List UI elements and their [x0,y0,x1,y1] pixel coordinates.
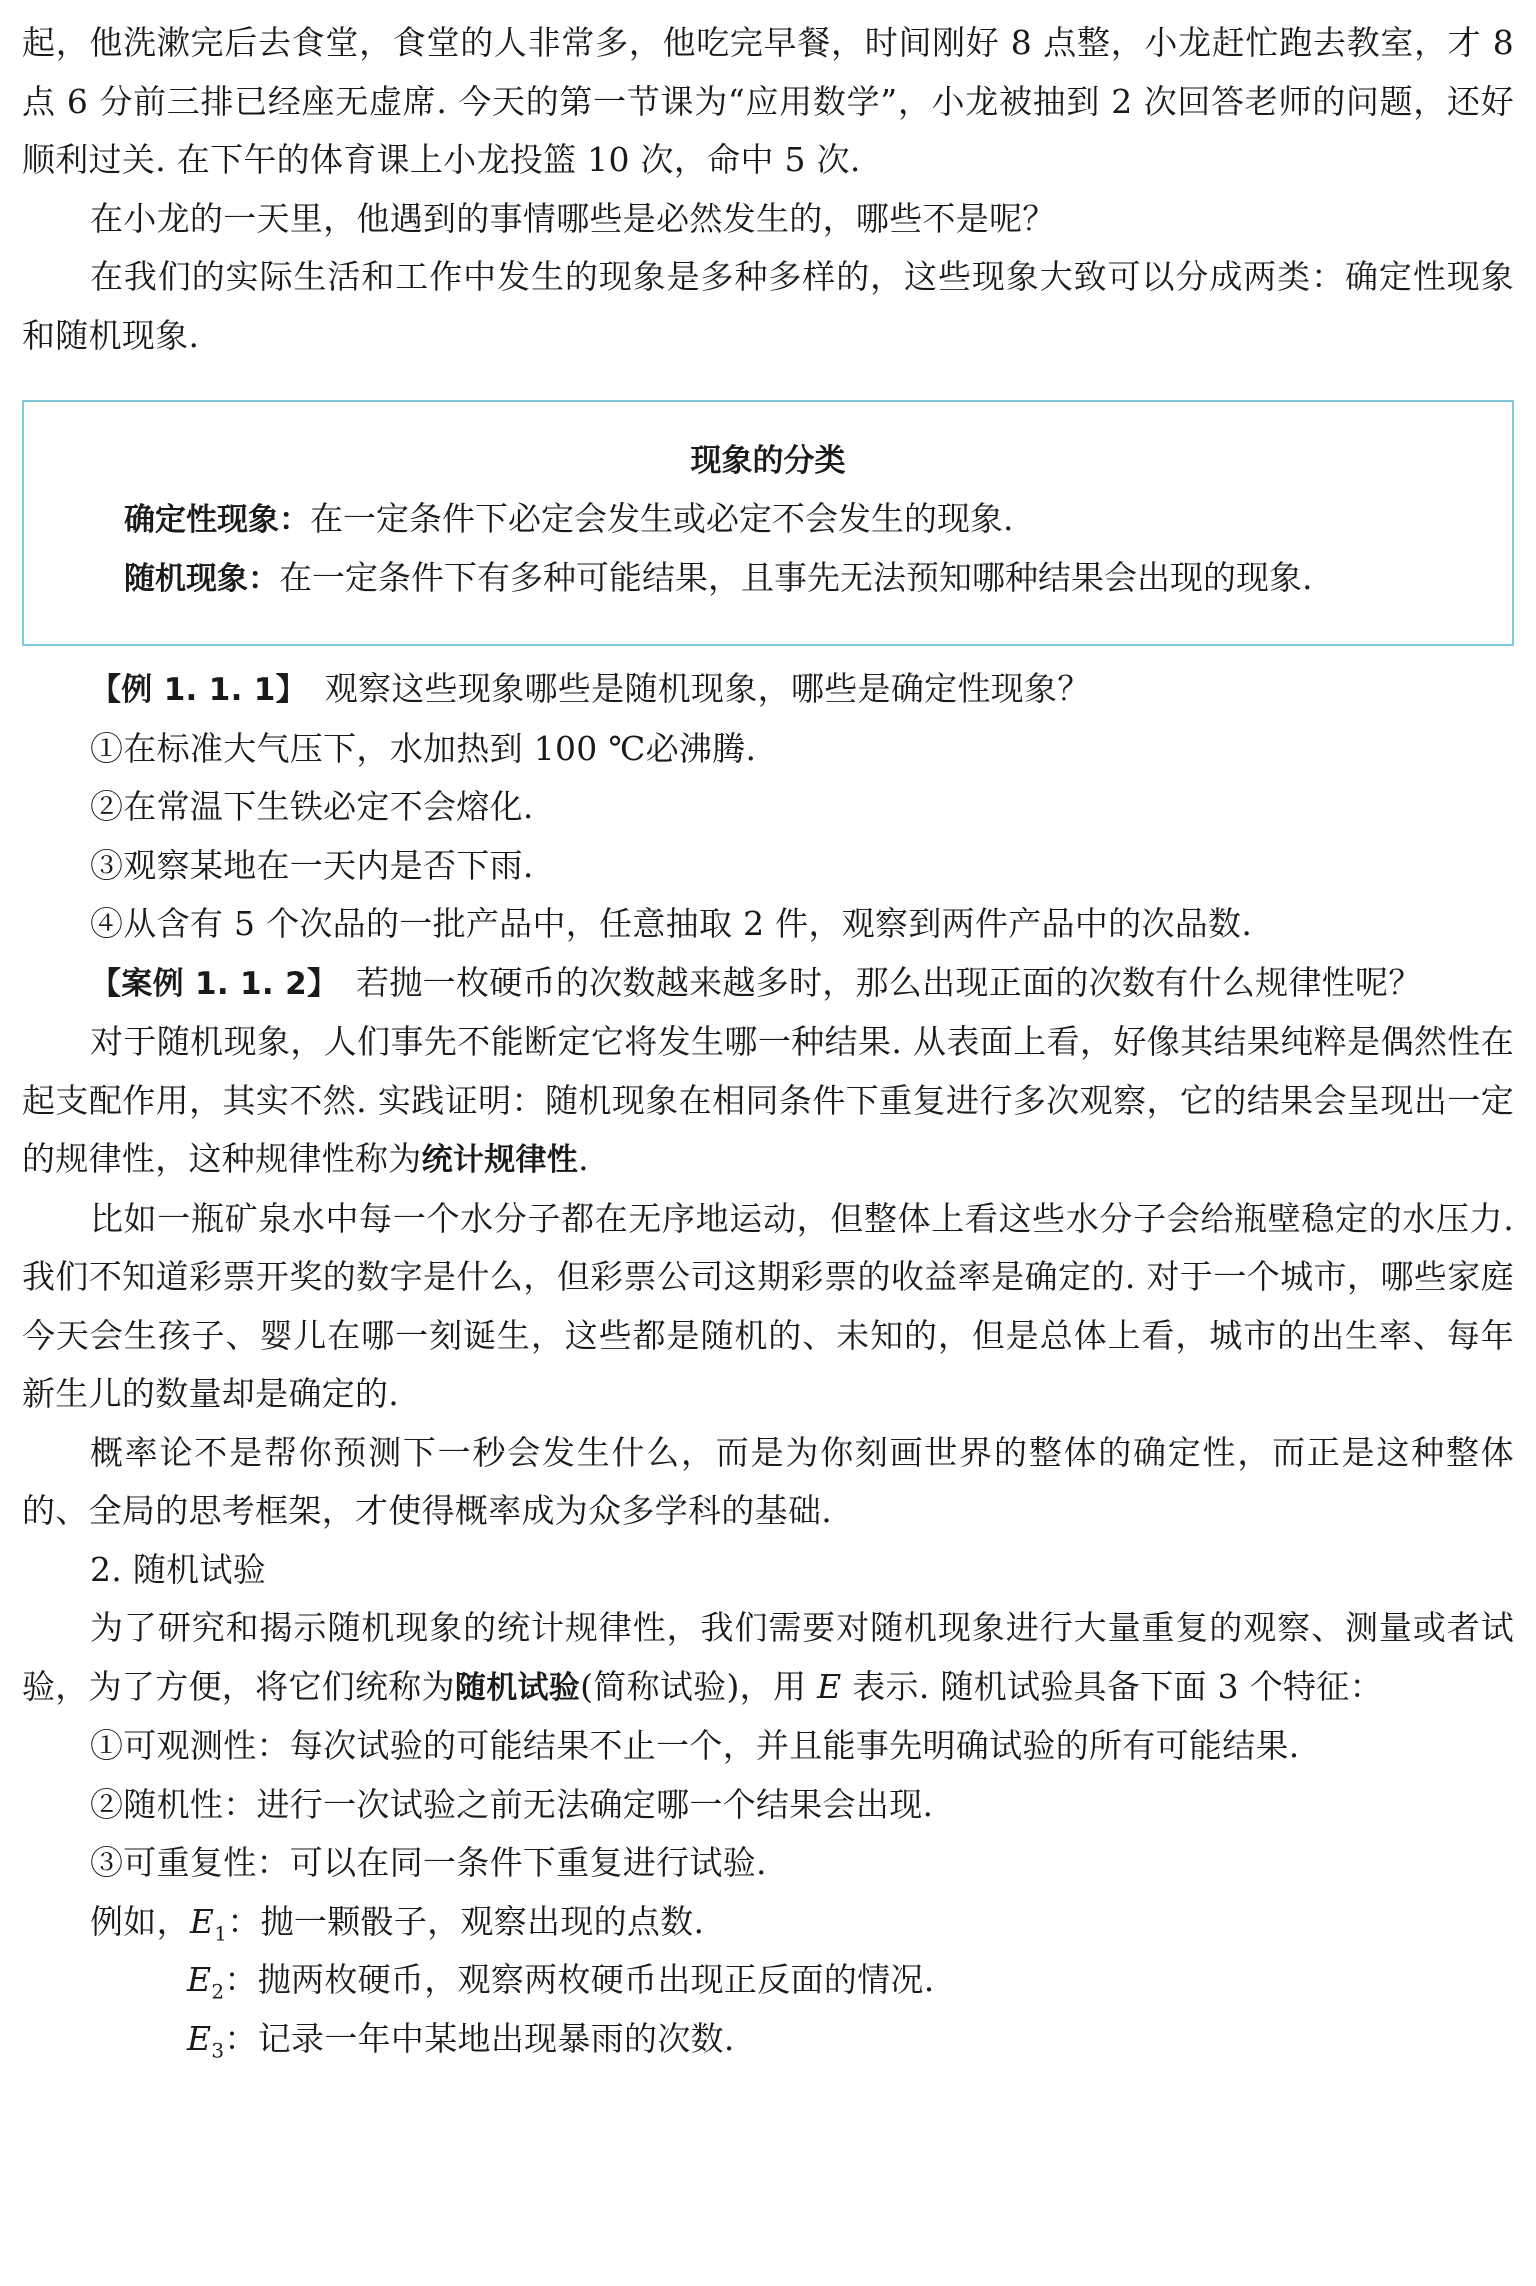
definition-deterministic-text: 在一定条件下必定会发生或必定不会发生的现象. [310,499,1014,538]
term-random: 随机现象： [124,561,279,597]
paragraph-question: 在小龙的一天里，他遇到的事情哪些是必然发生的，哪些不是呢？ [90,198,1056,238]
paragraph-statistical-regularity [22,1013,1514,1190]
paragraph-text: 表示. 随机试验具备下面 3 个特征： [841,1666,1383,1706]
example-item: ④从含有 5 个次品的一批产品中，任意抽取 2 件，观察到两件产品中的次品数. [90,904,1253,943]
example-item: ②在常温下生铁必定不会熔化. [90,787,534,826]
example-item: ③观察某地在一天内是否下雨. [90,845,534,885]
experiment-description: ：抛一颗骰子，观察出现的点数. [227,1901,705,1941]
paragraph-examples: 比如一瓶矿泉水中每一个水分子都在无序地运动，但整体上看这些水分子会给瓶壁稳定的水压力. 我们不知道彩票开奖的数字是什么，但彩票公司这期彩票的收益率是确定的. 对于一个城市，哪些家庭今天会生孩子、婴儿在哪一刻诞生，这些都是随机的、未知的，但是总体上看，城市的出生率、每年新生儿的数量却是确定的. [22,1198,1514,1413]
example-label: 【例 1. 1. 1】 [90,672,292,708]
math-var: E [187,1960,212,1999]
experiment-example [22,1951,1514,2010]
example-1-1-1 [22,660,1514,720]
term-random-experiment: 随机试验 [454,1669,581,1706]
paragraph-random-experiment [22,1599,1514,1717]
example-question: 观察这些现象哪些是随机现象，哪些是确定性现象？ [291,669,1091,708]
experiment-description: ：抛两枚硬币，观察两枚硬币出现正反面的情况. [224,1960,935,1999]
definition-box-title: 现象的分类 [690,443,846,479]
math-var: E [187,2018,212,2058]
experiment-description: ：记录一年中某地出现暴雨的次数. [224,2018,735,2058]
paragraph-end: . [578,1139,589,1178]
section-heading: 2. 随机试验 [90,1549,267,1589]
case-label: 【案例 1. 1. 2】 [90,965,323,1002]
textbook-page [22,14,1514,2068]
experiment-example [22,2010,1514,2069]
experiment-example [22,1893,1514,1952]
definition-deterministic [52,490,1484,549]
term-statistical-regularity: 统计规律性 [421,1142,579,1178]
feature-item: ①可观测性：每次试验的可能结果不止一个，并且能事先明确试验的所有可能结果. [90,1726,1300,1765]
paragraph-story: 起，他洗漱完后去食堂，食堂的人非常多，他吃完早餐，时间刚好 8 点整，小龙赶忙跑去教室，才 8 点 6 分前三排已经座无虚席. 今天的第一节课为“应用数学”，小龙被抽到 2 次回答老师的问题，还好顺利过关. 在下午的体育课上小龙投篮 10 次，命中 5 次. [22,23,1514,179]
feature-item: ②随机性：进行一次试验之前无法确定哪一个结果会出现. [90,1784,934,1824]
example-item: ①在标准大气压下，水加热到 100 ℃必沸腾. [90,728,757,768]
math-subscript: 3 [211,2038,225,2063]
definition-box [22,400,1514,646]
feature-item: ③可重复性：可以在同一条件下重复进行试验. [90,1843,767,1882]
definition-random [52,549,1484,608]
term-deterministic: 确定性现象： [124,502,310,538]
math-var-E: E [817,1666,842,1706]
math-subscript: 1 [214,1921,228,1946]
paragraph-two-types: 在我们的实际生活和工作中发生的现象是多种多样的，这些现象大致可以分成两类：确定性现象和随机现象. [22,257,1514,355]
case-1-1-2 [22,954,1514,1014]
examples-prefix: 例如， [90,1901,190,1941]
definition-random-text: 在一定条件下有多种可能结果，且事先无法预知哪种结果会出现的现象. [279,558,1313,597]
paragraph-probability: 概率论不是帮你预测下一秒会发生什么，而是为你刻画世界的整体的确定性，而正是这种整体的、全局的思考框架，才使得概率成为众多学科的基础. [22,1432,1514,1530]
paragraph-text: 为了研究和揭示随机现象的统计规律性，我们需要对随机现象进行大量重复的观察、测量或者试验，为了方便，将它们统称为 [22,1608,1514,1706]
paragraph-text: 对于随机现象，人们事先不能断定它将发生哪一种结果. 从表面上看，好像其结果纯粹是偶然性在起支配作用，其实不然. 实践证明：随机现象在相同条件下重复进行多次观察，它的结果会呈现出一定的规律性，这种规律性称为 [22,1022,1514,1178]
case-question: 若抛一枚硬币的次数越来越多时，那么出现正面的次数有什么规律性呢？ [322,962,1422,1002]
paragraph-text: (简称试验)，用 [580,1666,818,1706]
math-subscript: 2 [211,1979,225,2004]
math-var: E [189,1901,215,1941]
